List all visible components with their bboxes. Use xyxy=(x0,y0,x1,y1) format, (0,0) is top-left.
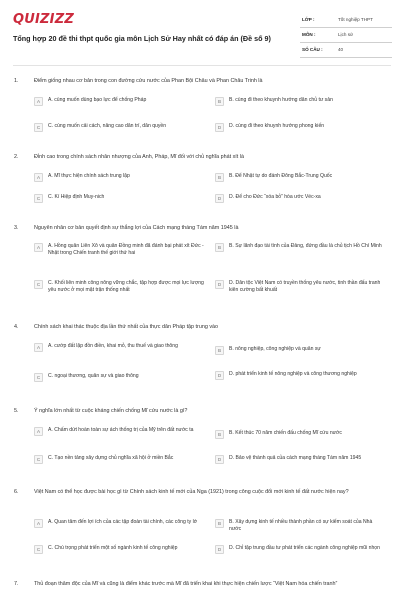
option-text: B. Sự lãnh đạo tài tình của Đảng, đứng đầu là chủ tịch Hồ Chí Minh xyxy=(229,243,382,249)
option-letter-box: D xyxy=(215,280,224,289)
option-text: D. Để cho Đức “xóa bỏ” hòa ước Véc-xa xyxy=(229,194,321,200)
option-letter-box: C xyxy=(34,194,43,203)
header-divider xyxy=(13,65,391,66)
meta-value-subject: Lịch sử xyxy=(338,32,354,37)
question-number: 3. xyxy=(14,225,19,231)
option-letter-box: C xyxy=(34,280,43,289)
option-letter-box: C xyxy=(34,455,43,464)
meta-value-count: 40 xyxy=(338,47,344,52)
option-text: B. cùng đi theo khuynh hướng dân chủ tư sản xyxy=(229,97,333,103)
option-letter-box: C xyxy=(34,123,43,132)
option-letter-box: C xyxy=(34,545,43,554)
meta-row-subject xyxy=(300,28,392,43)
worksheet-meta xyxy=(300,13,392,58)
option-letter-box: D xyxy=(215,194,224,203)
meta-label-subject: MÔN : xyxy=(302,32,316,37)
option-text: A. Hồng quân Liên Xô và quân Đồng minh đã đánh bại phát xít Đức - Nhật trong Chiến tranh thế giới thứ hai xyxy=(48,243,204,256)
option-text: C. Kí Hiệp định Muy-nich xyxy=(48,194,105,200)
question-text: Đỉnh cao trong chính sách nhân nhượng của Anh, Pháp, Mĩ đối với chủ nghĩa phát xít là xyxy=(34,154,244,160)
option-text: C. Khối liên minh công nông vững chắc, tập hợp được mọi lực lượng yêu nước ở mọi mặt trận thống nhất xyxy=(48,280,204,293)
option-text: C. Tạo nền tảng xây dựng chủ nghĩa xã hội ở miền Bắc xyxy=(48,455,174,461)
question-text: Chính sách khai thác thuộc địa lần thứ nhất của thực dân Pháp tập trung vào xyxy=(34,324,219,330)
option-text: D. phát triển kinh tế nông nghiệp và công thương nghiệp xyxy=(229,371,357,377)
option-text: A. cùng muốn dùng bạo lực để chống Pháp xyxy=(48,97,147,103)
question-number: 5. xyxy=(14,408,19,414)
worksheet-title: Tổng hợp 20 đề thi thpt quốc gia môn Lịch Sử Hay nhất có đáp án (Đề số 9) xyxy=(13,34,271,43)
option-letter-box: D xyxy=(215,455,224,464)
option-text: B. nông nghiệp, công nghiệp và quân sự xyxy=(229,346,321,352)
option-text: A. Quan tâm đến lợi ích của các tập đoàn tài chính, các công ty lớ xyxy=(48,519,198,525)
option-text: D. Bảo vệ thành quả của cách mạng tháng Tám năm 1945 xyxy=(229,455,362,461)
option-text: D. Dân tộc Việt Nam có truyền thống yêu nước, tinh thần đấu tranh kiên cường bất khuất xyxy=(229,280,381,293)
option-text: A. cướp đất lập đồn điền, khai mỏ, thu thuế và giao thông xyxy=(48,343,178,349)
option-letter-box: A xyxy=(34,243,43,252)
question-text: Ý nghĩa lớn nhất từ cuộc kháng chiến chống Mĩ cứu nước là gì? xyxy=(34,408,188,414)
question-number: 1. xyxy=(14,78,19,84)
option-letter-box: B xyxy=(215,346,224,355)
option-letter-box: B xyxy=(215,430,224,439)
question-number: 6. xyxy=(14,489,19,495)
question-number: 2. xyxy=(14,154,19,160)
meta-row-count xyxy=(300,43,392,58)
option-letter-box: D xyxy=(215,545,224,554)
option-text: B. Xây dựng kinh tế nhiều thành phần có sự kiểm soát của Nhà nước xyxy=(229,519,373,532)
question-number: 4. xyxy=(14,324,19,330)
option-text: A. Chấm dứt hoàn toàn sự ách thống trị của Mỹ trên đất nước ta xyxy=(48,427,194,433)
option-letter-box: D xyxy=(215,371,224,380)
question-text: Thủ đoạn thâm độc của Mĩ và cũng là điểm khác trước mà Mĩ đã triển khai khi thực hiện chiến lược “Việt Nam hóa chiến tranh” xyxy=(34,581,338,587)
option-letter-box: B xyxy=(215,173,224,182)
option-text: D. cùng đi theo khuynh hướng phong kiến xyxy=(229,123,325,129)
option-letter-box: C xyxy=(34,373,43,382)
meta-label-class: LỚP : xyxy=(302,17,315,22)
option-letter-box: A xyxy=(34,173,43,182)
option-letter-box: B xyxy=(215,243,224,252)
question-text: Điểm giống nhau cơ bản trong con đường cứu nước của Phan Bội Châu và Phan Châu Trinh là xyxy=(34,78,263,84)
worksheet-header xyxy=(0,0,400,62)
quizizz-logo: QUIZIZZ xyxy=(13,12,74,27)
option-letter-box: A xyxy=(34,427,43,436)
option-text: C. Chú trọng phát triển một số ngành kinh tế công nghiệp xyxy=(48,545,178,551)
question-number: 7. xyxy=(14,581,19,587)
option-letter-box: D xyxy=(215,123,224,132)
option-text: C. ngoại thương, quân sự và giao thông xyxy=(48,373,139,379)
option-text: B. Kết thúc 70 năm chiến đấu chống Mĩ cứu nước xyxy=(229,430,342,436)
option-letter-box: B xyxy=(215,519,224,528)
option-text: C. cùng muốn cải cách, nâng cao dân trí, dân quyền xyxy=(48,123,167,129)
option-letter-box: B xyxy=(215,97,224,106)
option-letter-box: A xyxy=(34,519,43,528)
option-text: D. Chỉ tập trung đầu tư phát triển các ngành công nghiệp mũi nhọn xyxy=(229,545,380,551)
meta-row-class xyxy=(300,13,392,28)
option-letter-box: A xyxy=(34,343,43,352)
option-text: A. Mĩ thực hiện chính sách trung lập xyxy=(48,173,130,179)
question-text: Nguyên nhân cơ bản quyết định sự thắng lợi của Cách mạng tháng Tám năm 1945 là xyxy=(34,225,239,231)
option-text: B. Để Nhật tự do đánh Đông Bắc-Trung Quốc xyxy=(229,173,333,179)
question-text: Việt Nam có thể học được bài học gì từ Chính sách kinh tế mới của Nga (1921) trong công cuộc đổi mới kinh tế đất nước hiện nay? xyxy=(34,489,349,495)
meta-value-class: Tốt nghiệp THPT xyxy=(338,17,373,22)
option-letter-box: A xyxy=(34,97,43,106)
meta-label-count: SỐ CÂU : xyxy=(302,47,323,52)
